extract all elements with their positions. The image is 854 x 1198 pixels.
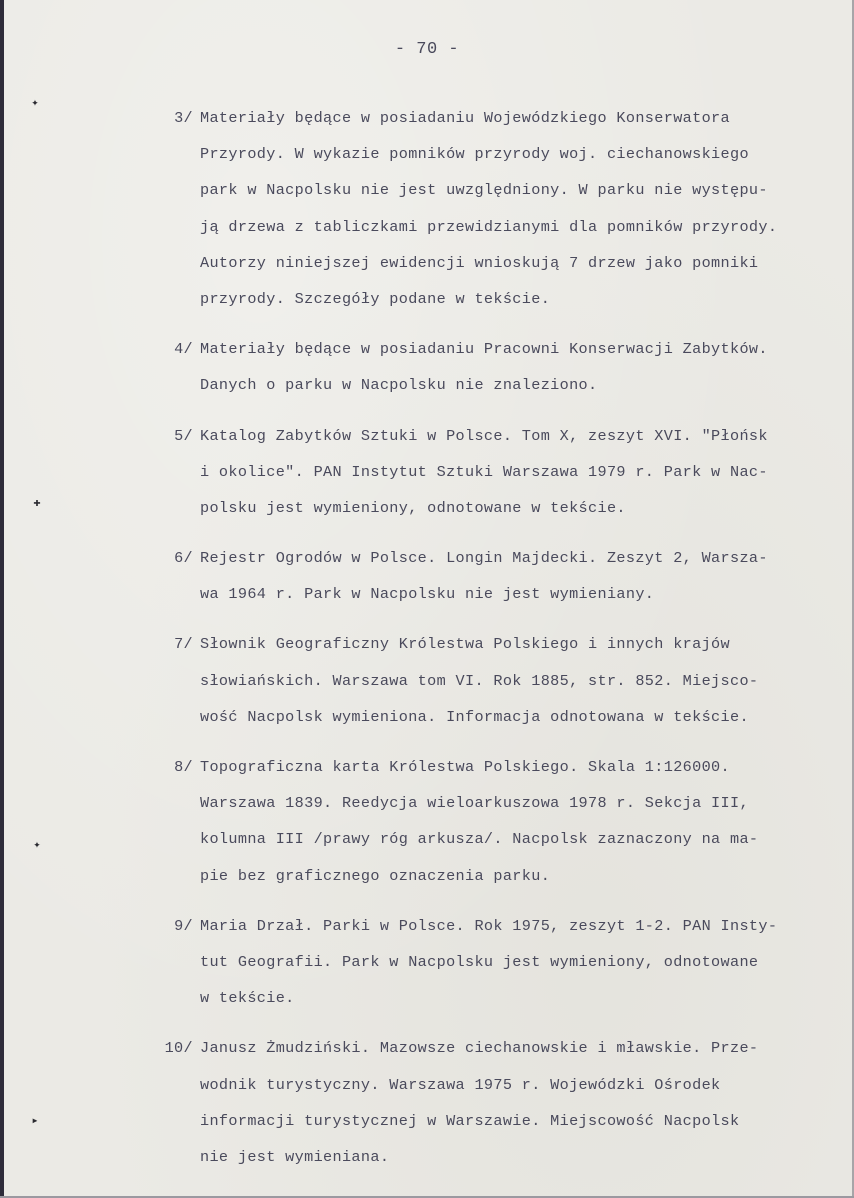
entry-number: 7/ bbox=[174, 635, 193, 654]
entry-line: słowiańskich. Warszawa tom VI. Rok 1885, str. 852. Miejsco- bbox=[200, 671, 759, 690]
entry-line: park w Nacpolsku nie jest uwzględniony. W parku nie występu- bbox=[200, 181, 768, 200]
bibliography-entry-9 bbox=[160, 914, 840, 1023]
entry-line: Materiały będące w posiadaniu Pracowni Konserwacji Zabytków. bbox=[200, 340, 768, 359]
entry-number: 10/ bbox=[164, 1039, 193, 1058]
entry-line: informacji turystycznej w Warszawie. Miejscowość Nacpolsk bbox=[200, 1111, 740, 1130]
bibliography-entry-3 bbox=[160, 106, 840, 323]
punch-hole-mark-icon: ✦ bbox=[31, 96, 39, 110]
entry-number: 4/ bbox=[174, 340, 193, 359]
entry-number: 6/ bbox=[174, 549, 193, 568]
page-number: - 70 - bbox=[394, 40, 460, 59]
entry-line: Autorzy niniejszej ewidencji wnioskują 7 drzew jako pomniki bbox=[200, 253, 759, 272]
entry-line: Rejestr Ogrodów w Polsce. Longin Majdecki. Zeszyt 2, Warsza- bbox=[200, 549, 768, 568]
entry-line: Janusz Żmudziński. Mazowsze ciechanowskie i mławskie. Prze- bbox=[200, 1039, 759, 1058]
entry-number: 3/ bbox=[174, 109, 193, 127]
punch-hole-mark-icon: ✚ bbox=[33, 496, 41, 510]
entry-line: pie bez graficznego oznaczenia parku. bbox=[200, 866, 551, 885]
entry-line: tut Geografii. Park w Nacpolsku jest wymieniony, odnotowane bbox=[200, 952, 759, 971]
entry-line: wość Nacpolsk wymieniona. Informacja odnotowana w tekście. bbox=[200, 707, 749, 726]
bibliography-entry-4 bbox=[160, 337, 840, 409]
entry-line: nie jest wymieniana. bbox=[200, 1147, 390, 1166]
bibliography-entry-10 bbox=[160, 1036, 840, 1181]
bibliography-entry-8 bbox=[160, 755, 840, 900]
entry-number: 8/ bbox=[174, 758, 193, 776]
entry-line: Maria Drzał. Parki w Polsce. Rok 1975, zeszyt 1-2. PAN Insty- bbox=[200, 916, 778, 935]
bibliography-list bbox=[160, 106, 840, 1195]
entry-line: kolumna III /prawy róg arkusza/. Nacpolsk zaznaczony na ma- bbox=[200, 830, 759, 849]
entry-number: 5/ bbox=[174, 426, 193, 445]
bibliography-entry-7 bbox=[160, 632, 840, 741]
entry-line: i okolice". PAN Instytut Sztuki Warszawa 1979 r. Park w Nac- bbox=[200, 462, 768, 481]
entry-line: Warszawa 1839. Reedycja wieloarkuszowa 1978 r. Sekcja III, bbox=[200, 794, 749, 813]
entry-line: Przyrody. W wykazie pomników przyrody woj. ciechanowskiego bbox=[200, 145, 749, 164]
punch-hole-mark-icon: ▸ bbox=[31, 1114, 39, 1128]
entry-line: w tekście. bbox=[200, 989, 295, 1008]
entry-line: Katalog Zabytków Sztuki w Polsce. Tom X, zeszyt XVI. "Płońsk bbox=[200, 426, 768, 445]
entry-line: wa 1964 r. Park w Nacpolsku nie jest wymieniany. bbox=[200, 585, 655, 604]
entry-line: przyrody. Szczegóły podane w tekście. bbox=[200, 289, 551, 308]
entry-line: Słownik Geograficzny Królestwa Polskiego i innych krajów bbox=[200, 635, 730, 654]
bibliography-entry-6 bbox=[160, 546, 840, 618]
entry-number: 9/ bbox=[174, 916, 193, 935]
entry-line: ją drzewa z tabliczkami przewidzianymi dla pomników przyrody. bbox=[200, 217, 778, 236]
entry-line: polsku jest wymieniony, odnotowane w tekście. bbox=[200, 498, 626, 517]
entry-line: Materiały będące w posiadaniu Wojewódzkiego Konserwatora bbox=[200, 109, 730, 127]
bibliography-entry-5 bbox=[160, 424, 840, 533]
punch-hole-mark-icon: ✦ bbox=[33, 838, 41, 852]
entry-line: Danych o parku w Nacpolsku nie znaleziono. bbox=[200, 376, 598, 395]
entry-line: Topograficzna karta Królestwa Polskiego. Skala 1:126000. bbox=[200, 758, 730, 776]
entry-line: wodnik turystyczny. Warszawa 1975 r. Wojewódzki Ośrodek bbox=[200, 1075, 721, 1094]
